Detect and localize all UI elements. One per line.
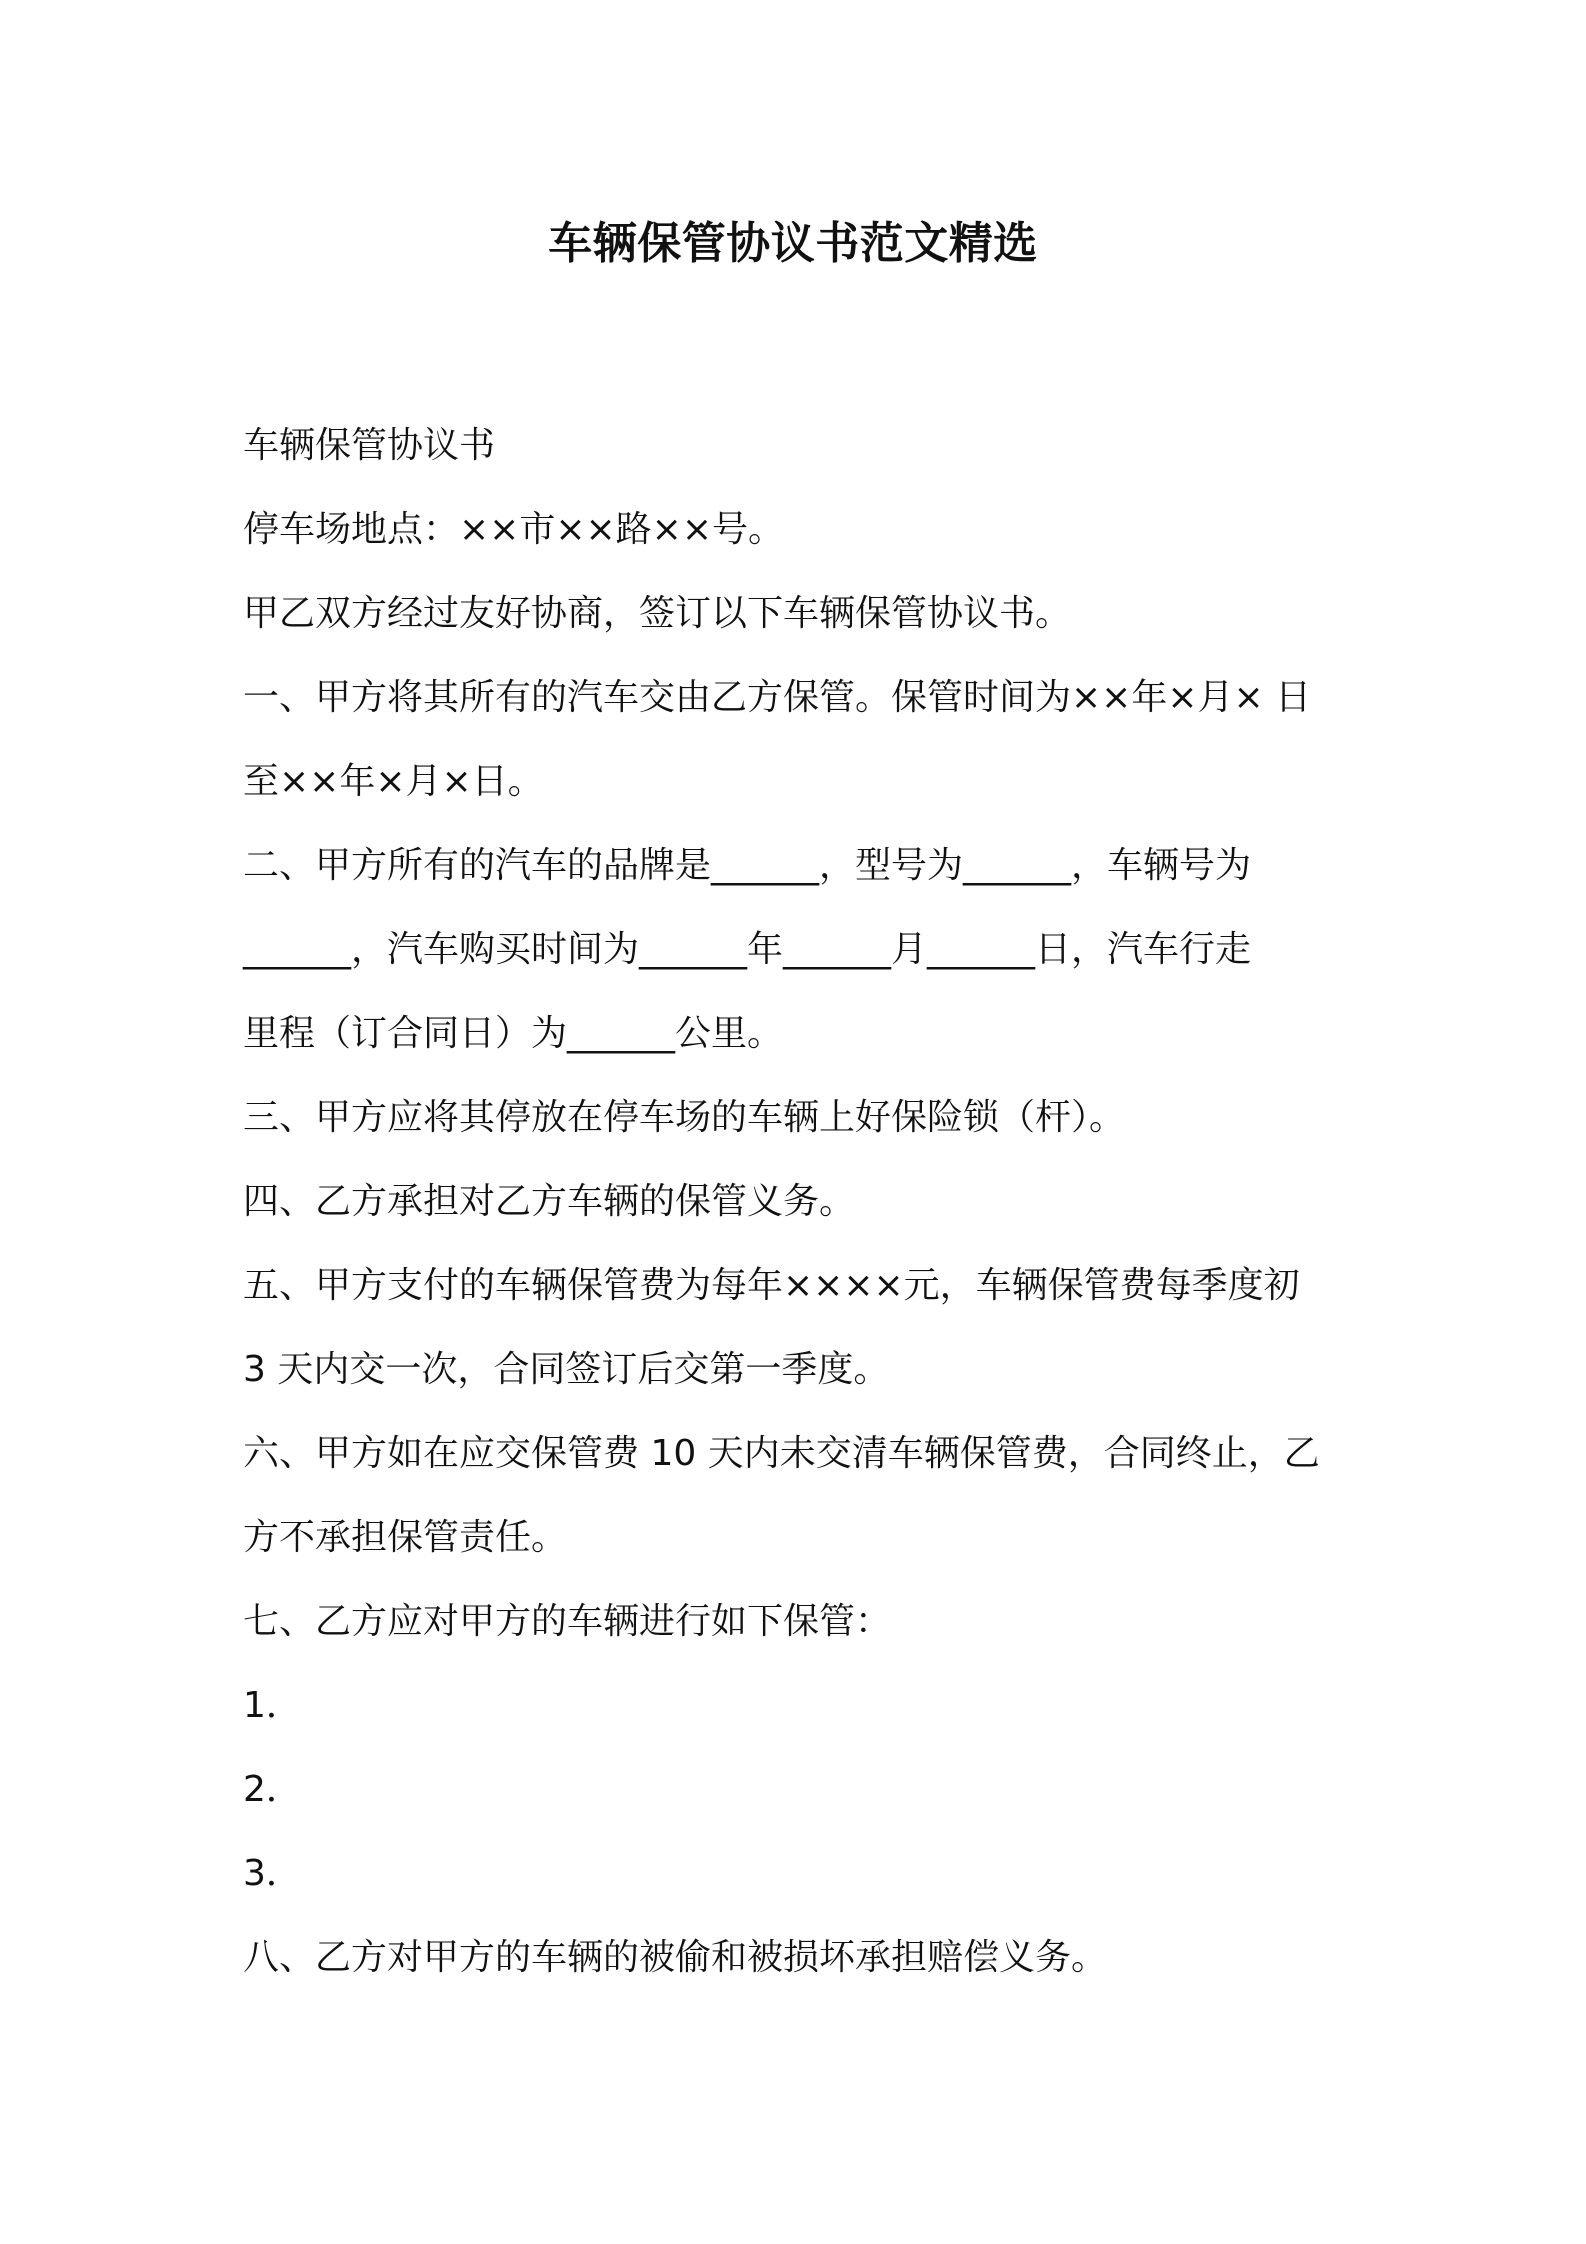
list-item-3: 3．	[243, 1853, 302, 1894]
clause-5-line-2: 3 天内交一次，合同签订后交第一季度。	[243, 1349, 890, 1390]
document-body	[243, 404, 1363, 2000]
document-title: 车辆保管协议书范文精选	[548, 218, 1038, 269]
clause-2-line-2: ______，汽车购买时间为______年______月______日，汽车行走	[243, 929, 1252, 970]
clause-5-line-1: 五、甲方支付的车辆保管费为每年××××元，车辆保管费每季度初	[243, 1265, 1300, 1306]
clause-6-line-1: 六、甲方如在应交保管费 10 天内未交清车辆保管费，合同终止，乙	[243, 1433, 1320, 1474]
clause-1-line-1: 一、甲方将其所有的汽车交由乙方保管。保管时间为××年×月× 日	[243, 677, 1312, 718]
clause-6-line-2: 方不承担保管责任。	[243, 1517, 568, 1558]
clause-1-line-2: 至××年×月×日。	[243, 761, 544, 802]
clause-4: 四、乙方承担对乙方车辆的保管义务。	[243, 1181, 856, 1222]
clause-2-line-3: 里程（订合同日）为______公里。	[243, 1013, 784, 1054]
clause-2-line-1: 二、甲方所有的汽车的品牌是______，型号为______，车辆号为	[243, 845, 1252, 886]
intro-paragraph: 甲乙双方经过友好协商，签订以下车辆保管协议书。	[243, 593, 1072, 634]
list-item-2: 2．	[243, 1769, 302, 1810]
clause-3: 三、甲方应将其停放在停车场的车辆上好保险锁（杆）。	[243, 1097, 1126, 1138]
agreement-heading: 车辆保管协议书	[243, 425, 496, 466]
parking-location: 停车场地点：××市××路××号。	[243, 509, 784, 550]
list-item-1: 1．	[243, 1685, 302, 1726]
clause-8: 八、乙方对甲方的车辆的被偷和被损坏承担赔偿义务。	[243, 1937, 1108, 1978]
clause-7: 七、乙方应对甲方的车辆进行如下保管：	[243, 1601, 892, 1642]
